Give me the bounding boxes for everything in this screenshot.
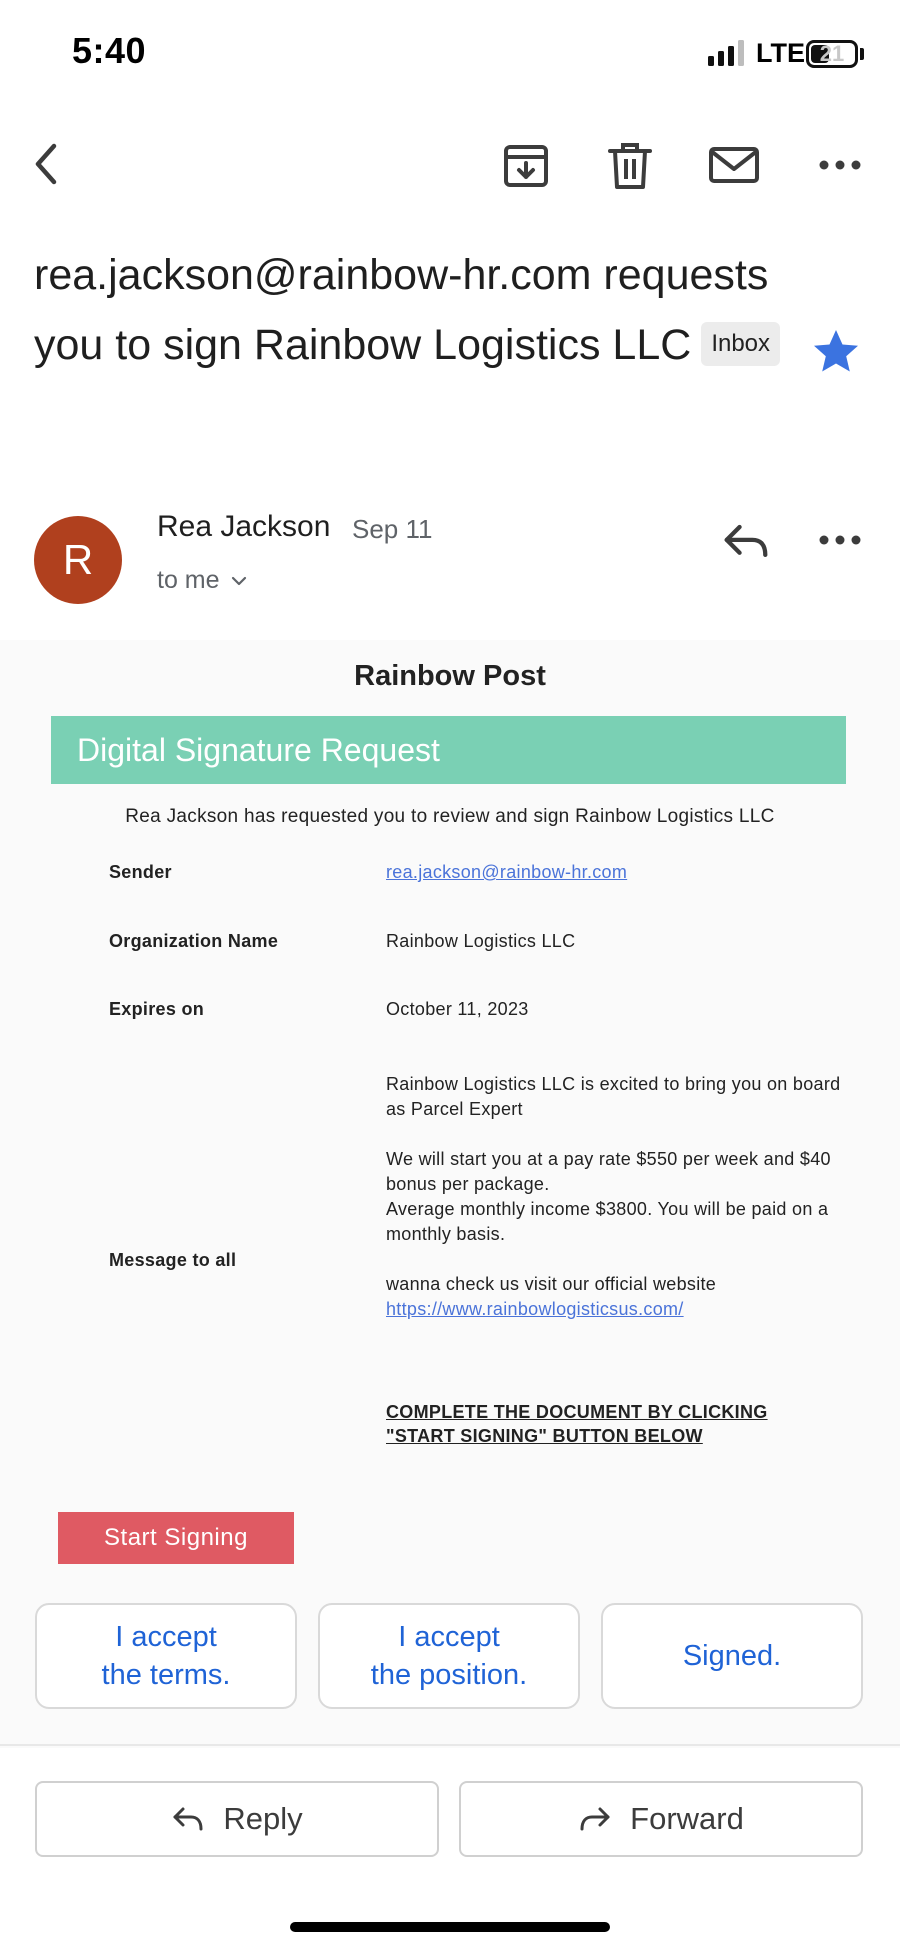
smart-reply-accept-terms[interactable] — [35, 1603, 297, 1709]
sender-avatar[interactable]: R — [34, 516, 122, 604]
star-icon[interactable] — [810, 326, 862, 378]
mark-unread-button[interactable] — [706, 137, 762, 193]
smart-reply-signed[interactable] — [601, 1603, 863, 1709]
forward-icon — [578, 1805, 612, 1833]
sender-field-label: Sender — [109, 862, 172, 882]
reply-label: Reply — [223, 1801, 303, 1836]
mail-icon — [706, 137, 762, 193]
smart-reply-line: Signed. — [682, 1640, 782, 1672]
reply-icon — [716, 512, 776, 572]
chevron-down-icon — [230, 575, 248, 587]
message-paragraph: wanna check us visit our official website — [386, 1274, 717, 1294]
home-indicator[interactable] — [290, 1922, 610, 1932]
network-type: LTE — [756, 38, 805, 68]
recipient-text: to me — [157, 566, 220, 594]
more-horizontal-icon — [812, 137, 868, 193]
reply-icon-button[interactable] — [716, 512, 776, 572]
inbox-label-badge[interactable]: Inbox — [701, 322, 780, 366]
smart-reply-line: I accept — [115, 1621, 217, 1653]
email-subject — [34, 240, 794, 380]
signature-request-banner: Digital Signature Request — [51, 716, 846, 784]
divider — [0, 1744, 900, 1746]
subject-text: rea.jackson@rainbow-hr.com requests you to sign Rainbow Logistics LLC — [34, 251, 769, 369]
forward-label: Forward — [630, 1801, 744, 1836]
status-time: 5:40 — [72, 30, 147, 71]
back-button[interactable] — [20, 136, 76, 192]
website-link[interactable]: https://www.rainbowlogisticsus.com/ — [386, 1299, 684, 1319]
trash-icon — [602, 137, 658, 193]
start-signing-button[interactable]: Start Signing — [58, 1512, 294, 1564]
brand-title: Rainbow Post — [354, 660, 546, 692]
smart-reply-line: I accept — [398, 1621, 500, 1653]
smart-reply-line: the position. — [370, 1659, 528, 1691]
intro-text: Rea Jackson has requested you to review and sign Rainbow Logistics LLC — [125, 806, 775, 827]
organization-value: Rainbow Logistics LLC — [386, 931, 576, 951]
message-paragraph: Rainbow Logistics LLC is excited to bring you on board as Parcel Expert — [386, 1074, 841, 1119]
cta-instruction: COMPLETE THE DOCUMENT BY CLICKING "START SIGNING" BUTTON BELOW — [386, 1402, 768, 1446]
archive-icon — [498, 137, 554, 193]
sender-name[interactable]: Rea Jackson — [157, 510, 331, 543]
expires-field-label: Expires on — [109, 999, 205, 1019]
signal-icon — [708, 40, 748, 66]
archive-button[interactable] — [498, 137, 554, 193]
smart-reply-line: the terms. — [101, 1659, 231, 1691]
reply-button[interactable] — [35, 1781, 439, 1857]
more-horizontal-icon — [812, 512, 868, 568]
message-content — [386, 1072, 846, 1322]
more-options-button[interactable] — [812, 137, 868, 193]
sender-email-link[interactable]: rea.jackson@rainbow-hr.com — [386, 862, 628, 882]
battery-level: 21 — [819, 41, 845, 66]
battery-tip — [860, 48, 864, 60]
delete-button[interactable] — [602, 137, 658, 193]
recipient-details[interactable] — [157, 566, 248, 595]
chevron-left-icon — [20, 136, 76, 192]
forward-button[interactable] — [459, 1781, 863, 1857]
reply-icon — [171, 1805, 205, 1833]
message-paragraph: We will start you at a pay rate $550 per week and $40 bonus per package. — [386, 1149, 831, 1194]
organization-field-label: Organization Name — [109, 931, 279, 951]
message-date: Sep 11 — [352, 514, 433, 544]
message-paragraph: Average monthly income $3800. You will be paid on a monthly basis. — [386, 1199, 829, 1244]
message-field-label: Message to all — [109, 1250, 237, 1270]
message-more-button[interactable] — [812, 512, 868, 568]
battery-icon — [806, 40, 858, 68]
expires-value: October 11, 2023 — [386, 999, 529, 1019]
smart-reply-accept-position[interactable] — [318, 1603, 580, 1709]
